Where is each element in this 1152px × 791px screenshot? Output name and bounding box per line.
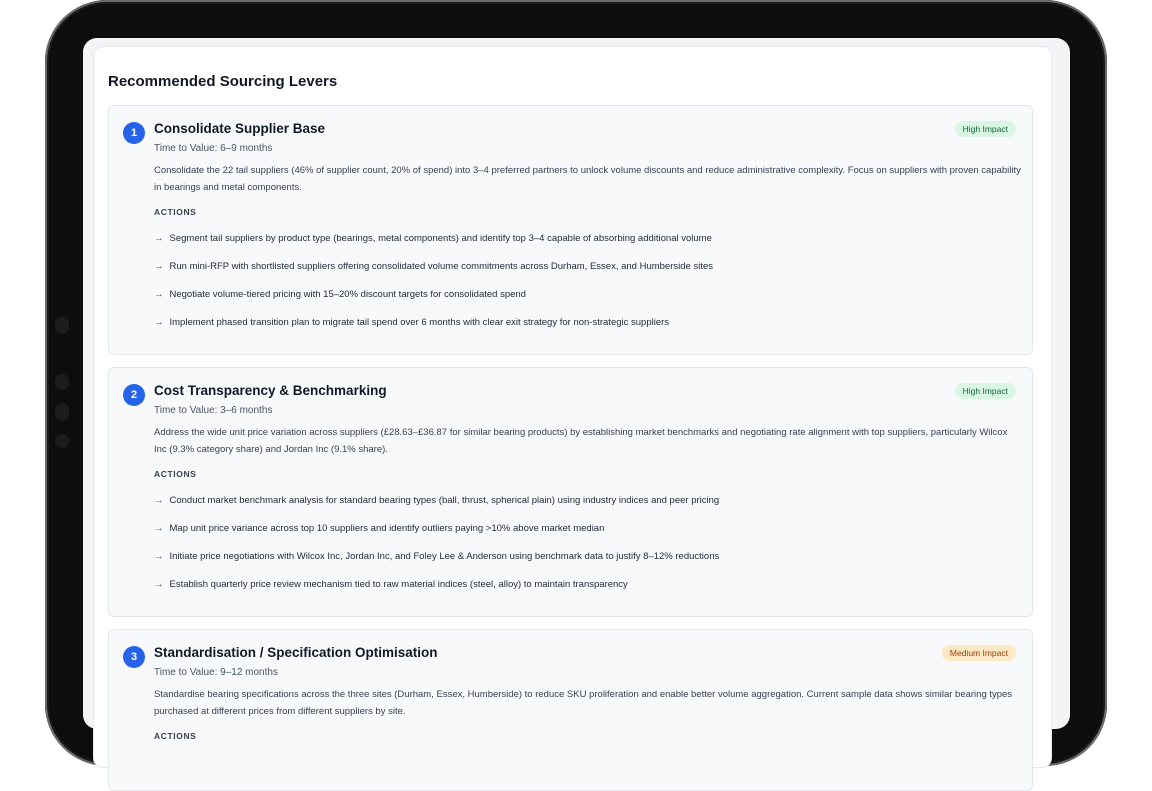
arrow-right-icon: → bbox=[154, 261, 164, 272]
arrow-right-icon: → bbox=[154, 579, 164, 590]
arrow-right-icon: → bbox=[154, 317, 164, 328]
arrow-right-icon: → bbox=[154, 551, 164, 562]
lever-number-badge: 1 bbox=[123, 122, 145, 144]
impact-badge: High Impact bbox=[955, 121, 1016, 137]
lever-card bbox=[108, 629, 1033, 791]
lever-number-badge: 3 bbox=[123, 646, 145, 668]
lever-description: Standardise bearing specifications across the three sites (Durham, Essex, Humberside) to reduce SKU proliferation and enable better volume aggregation. Current sample data shows similar bearing types purchased at different prices from different suppliers by site. bbox=[154, 689, 1013, 717]
arrow-right-icon: → bbox=[154, 289, 164, 300]
action-item: → Negotiate volume-tiered pricing with 15–20% discount targets for consolidated spend bbox=[154, 289, 526, 300]
lever-card bbox=[108, 105, 1033, 355]
impact-badge: Medium Impact bbox=[942, 645, 1016, 661]
action-item: → Map unit price variance across top 10 suppliers and identify outliers paying >10% above market median bbox=[154, 523, 605, 534]
lever-title: Standardisation / Specification Optimisation bbox=[154, 645, 438, 660]
actions-label: ACTIONS bbox=[154, 469, 197, 479]
action-item: → Establish quarterly price review mechanism tied to raw material indices (steel, alloy) to maintain transparency bbox=[154, 579, 628, 590]
lever-title: Cost Transparency & Benchmarking bbox=[154, 383, 387, 398]
arrow-right-icon: → bbox=[154, 523, 164, 534]
side-button bbox=[55, 374, 69, 390]
side-button bbox=[55, 316, 69, 334]
panel-title: Recommended Sourcing Levers bbox=[108, 73, 338, 90]
lever-title: Consolidate Supplier Base bbox=[154, 121, 326, 136]
time-to-value: Time to Value: 3–6 months bbox=[154, 405, 273, 416]
side-button bbox=[55, 434, 69, 448]
time-to-value: Time to Value: 6–9 months bbox=[154, 143, 273, 154]
lever-card bbox=[108, 367, 1033, 617]
lever-description: Consolidate the 22 tail suppliers (46% of supplier count, 20% of spend) into 3–4 preferred partners to unlock volume discounts and reduce administrative complexity. Focus on suppliers with proven capability in bearings and metal components. bbox=[154, 165, 1021, 193]
lever-description: Address the wide unit price variation across suppliers (£28.63–£36.87 for similar bearing products) by establishing market benchmarks and negotiating rate alignment with top suppliers, particularly Wilcox Inc (9.3% category share) and Jordan Inc (9.1% share). bbox=[154, 427, 1008, 455]
action-item: → Segment tail suppliers by product type (bearings, metal components) and identify top 3–4 capable of absorbing additional volume bbox=[154, 233, 712, 244]
action-item: → Implement phased transition plan to migrate tail spend over 6 months with clear exit strategy for non-strategic suppliers bbox=[154, 317, 670, 328]
action-item: → Run mini-RFP with shortlisted suppliers offering consolidated volume commitments across Durham, Essex, and Humberside sites bbox=[154, 261, 713, 272]
arrow-right-icon: → bbox=[154, 495, 164, 506]
arrow-right-icon: → bbox=[154, 233, 164, 244]
action-item: → Conduct market benchmark analysis for standard bearing types (ball, thrust, spherical plain) using industry indices and peer pricing bbox=[154, 495, 720, 506]
time-to-value: Time to Value: 9–12 months bbox=[154, 667, 278, 678]
sourcing-levers-panel bbox=[93, 46, 1052, 768]
actions-label: ACTIONS bbox=[154, 731, 197, 741]
lever-number-badge: 2 bbox=[123, 384, 145, 406]
screen bbox=[83, 38, 1070, 741]
side-button bbox=[55, 403, 69, 421]
impact-badge: High Impact bbox=[955, 383, 1016, 399]
actions-label: ACTIONS bbox=[154, 207, 197, 217]
action-item: → Initiate price negotiations with Wilcox Inc, Jordan Inc, and Foley Lee & Anderson using benchmark data to justify 8–12% reductions bbox=[154, 551, 720, 562]
